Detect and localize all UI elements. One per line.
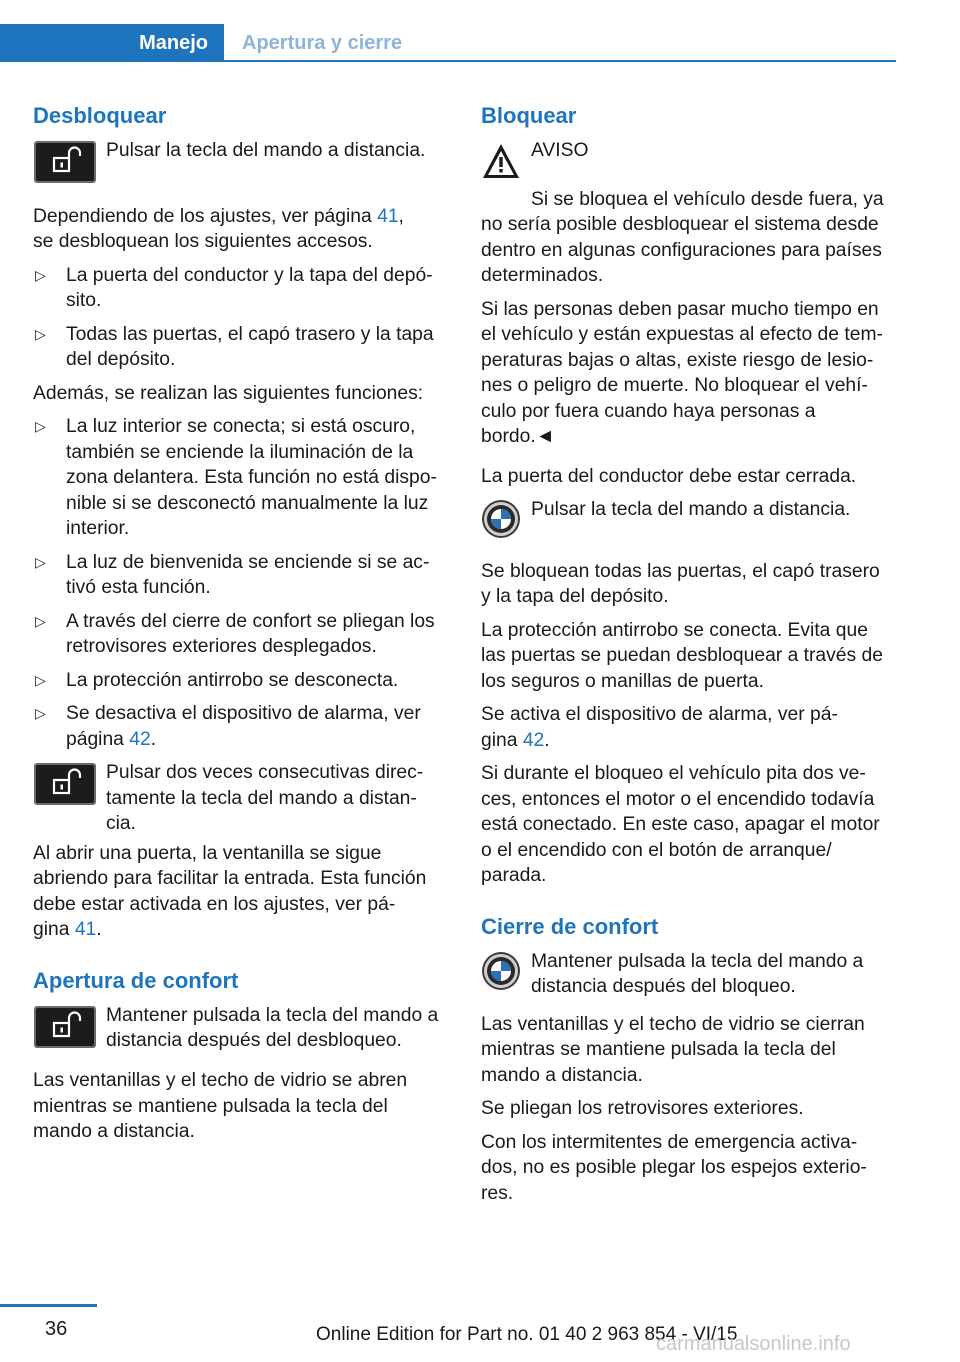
comfort-close-press-text: Mantener pulsada la tecla del mando a distancia después del bloqueo. [531, 950, 864, 997]
triangle-bullet-icon: ▷ [35, 671, 46, 688]
comfort-close-paragraph: Las ventanillas y el techo de vidrio se cierran mientras se mantiene pulsada la tecla del mando a distancia. [481, 1013, 865, 1086]
triangle-bullet-icon: ▷ [35, 325, 46, 342]
double-press-instruction [33, 760, 449, 837]
list-item-text: Todas las puertas, el capó trasero y la tapa del depósito. [66, 323, 434, 370]
list-item [33, 550, 449, 601]
list-item-text: La protección antirrobo se desconecta. [66, 669, 399, 691]
section-title-apertura-confort: Apertura de confort [33, 967, 239, 993]
also-paragraph: Además, se realizan las siguientes funciones: [33, 382, 424, 404]
driver-door-paragraph: La puerta del conductor debe estar cerrada. [481, 465, 857, 487]
tab-manejo[interactable]: Manejo [0, 24, 224, 62]
hazard-paragraph: Con los intermitentes de emergencia activa- dos, no es posible plegar los espejos exterio- res. [481, 1131, 867, 1204]
depending-text-end: , se desbloquean los siguientes accesos. [33, 205, 404, 252]
list-item-text: A través del cierre de confort se pliegan los retrovisores exteriores desplegados. [66, 610, 435, 657]
page-link-41[interactable]: 41 [74, 919, 97, 940]
right-column [481, 100, 893, 1214]
list-item-text: La luz interior se conecta; si está oscuro, también se enciende la iluminación de la zona delantera. Esta función no está dispo- nible si se desconectó manualmente la luz interior. [66, 416, 437, 539]
warning-label: AVISO [531, 140, 589, 161]
unlock-instruction [33, 138, 449, 192]
comfort-open-press-text: Mantener pulsada la tecla del mando a distancia después del desbloqueo. [106, 1004, 439, 1051]
bmw-key-icon [481, 951, 521, 991]
triangle-bullet-icon: ▷ [35, 612, 46, 629]
alarm-list [33, 701, 449, 752]
lock-instruction [481, 497, 893, 547]
alarm-text: Se activa el dispositivo de alarma, ver pá- gina [481, 704, 838, 751]
comfort-open-instruction [33, 1003, 449, 1057]
lock-press-text: Pulsar la tecla del mando a distancia. [531, 499, 851, 520]
warning-text: Si se bloquea el vehículo desde fuera, ya no sería posible desbloquear el sistema desde dentro en algunas configuraciones para países determinados. [481, 188, 884, 286]
watermark: carmanualsonline.info [656, 1333, 851, 1355]
alarm-text-end: . [544, 729, 550, 751]
depending-text: Dependiendo de los ajustes, ver página [33, 205, 378, 227]
unlock-key-icon [33, 140, 97, 184]
page-link-42[interactable]: 42 [129, 728, 151, 750]
list-item [33, 668, 449, 694]
page-number: 36 [45, 1318, 68, 1340]
window-paragraph [33, 841, 449, 943]
antitheft-paragraph: La protección antirrobo se conecta. Evita que las puertas se puedan desbloquear a través de los seguros o manillas de puerta. [481, 619, 883, 692]
list-item-text: La puerta del conductor y la tapa del depó- sito. [66, 264, 433, 311]
list-item [33, 609, 449, 660]
footer-rule [0, 1304, 97, 1307]
warning-text-2: Si las personas deben pasar mucho tiempo en el vehículo y están expuestas al efecto de tem- peraturas bajas o altas, existe riesgo de lesio- nes o peligro de muerte. No bloquear el vehí- culo por fuera cuando haya personas a bordo.◄ [481, 298, 883, 447]
edition-text: Online Edition for Part no. 01 40 2 963 854 - VI/15 [316, 1324, 738, 1345]
window-text-end: . [96, 919, 102, 940]
list-item [33, 263, 449, 314]
unlock-key-icon [33, 1005, 97, 1049]
triangle-bullet-icon: ▷ [35, 553, 46, 570]
access-list [33, 263, 449, 373]
tab-apertura-y-cierre[interactable]: Apertura y cierre [242, 31, 403, 54]
page-link-42[interactable]: 42 [522, 729, 545, 751]
comfort-close-instruction [481, 949, 893, 1000]
list-item-text: La luz de bienvenida se enciende si se ac- tivó esta función. [66, 551, 430, 598]
alarm-item-end: . [150, 728, 157, 750]
comfort-open-paragraph: Las ventanillas y el techo de vidrio se abren mientras se mantiene pulsada la tecla del mando a distancia. [33, 1070, 408, 1142]
bmw-key-icon [481, 499, 521, 539]
depending-paragraph [33, 204, 449, 255]
locked-paragraph: Se bloquean todas las puertas, el capó trasero y la tapa del depósito. [481, 560, 880, 607]
triangle-bullet-icon: ▷ [35, 266, 46, 283]
left-column [33, 100, 449, 1153]
section-title-bloquear: Bloquear [481, 103, 577, 128]
unlock-key-icon [33, 762, 97, 806]
triangle-bullet-icon: ▷ [35, 418, 46, 434]
header-bar [0, 0, 960, 62]
section-title-desbloquear: Desbloquear [33, 103, 167, 128]
page-link-41[interactable]: 41 [377, 205, 399, 227]
alarm-paragraph [481, 702, 893, 753]
function-list [33, 414, 449, 693]
section-title-cierre-confort: Cierre de confort [481, 913, 659, 939]
warning-block [481, 138, 893, 188]
list-item [33, 322, 449, 373]
double-press-text: Pulsar dos veces consecutivas direc- tamente la tecla del mando a distan- cia. [106, 762, 424, 834]
unlock-press-text: Pulsar la tecla del mando a distancia. [106, 140, 426, 161]
list-item [33, 701, 449, 752]
mirrors-paragraph: Se pliegan los retrovisores exteriores. [481, 1098, 804, 1119]
triangle-bullet-icon: ▷ [35, 705, 46, 721]
beep-paragraph: Si durante el bloqueo el vehículo pita dos ve- ces, entonces el motor o el encendido todavía está conectado. En este caso, apagar el motor o el encendido con el botón de arranque/ parada. [481, 763, 880, 886]
window-text: Al abrir una puerta, la ventanilla se sigue abriendo para facilitar la entrada. Esta función debe estar activada en los ajustes, ver pá- gina [33, 842, 427, 940]
warning-triangle-icon [481, 142, 521, 180]
alarm-item-text: Se desactiva el dispositivo de alarma, ver página [66, 703, 421, 750]
header-rule [224, 60, 896, 62]
list-item [33, 414, 449, 542]
